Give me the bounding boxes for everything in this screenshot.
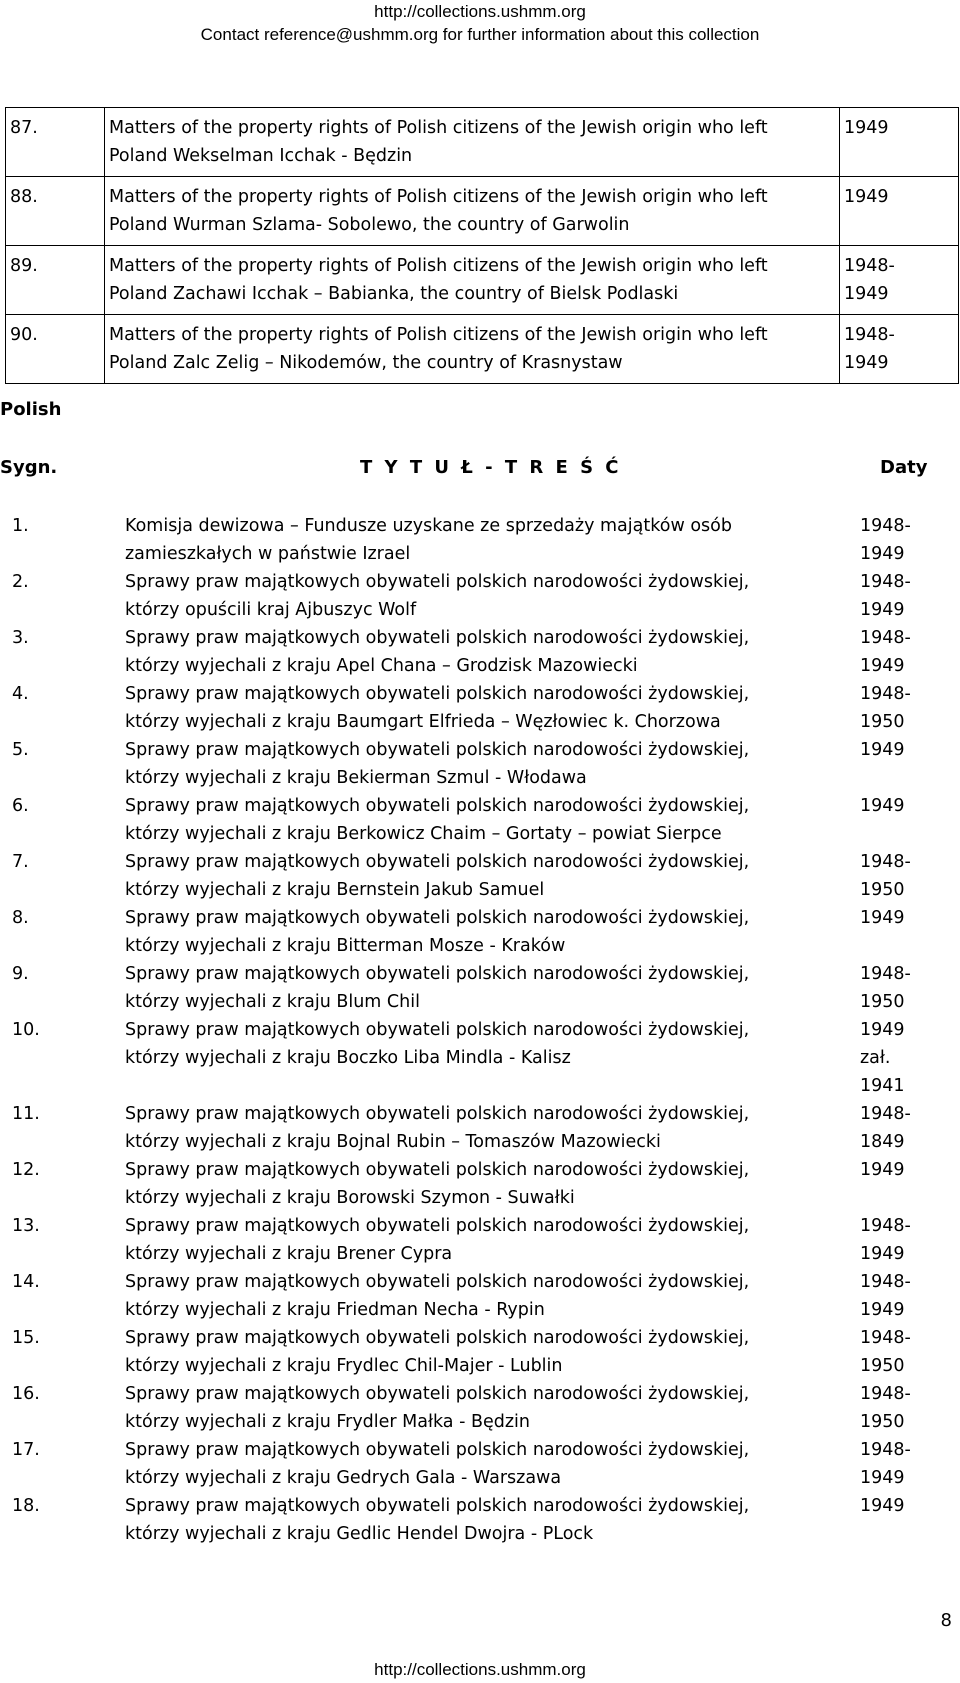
item-date: 1949 bbox=[860, 600, 905, 620]
header-contact: Contact reference@ushmm.org for further information about this collection bbox=[200, 25, 760, 44]
record-number: 88. bbox=[6, 177, 105, 246]
list-item bbox=[0, 1380, 960, 1436]
record-number: 87. bbox=[6, 108, 105, 177]
record-title-line: Poland Zalc Zelig – Nikodemów, the country of Krasnystaw bbox=[109, 353, 623, 373]
item-number: 2. bbox=[12, 572, 29, 592]
item-date: 1949 bbox=[860, 740, 905, 760]
item-date: 1949 bbox=[860, 1496, 905, 1516]
record-date-line: 1949 bbox=[844, 187, 889, 207]
language-label: Polish bbox=[0, 399, 62, 420]
item-number: 12. bbox=[12, 1160, 40, 1180]
item-text: którzy wyjechali z kraju Berkowicz Chaim – Gortaty – powiat Sierpce bbox=[125, 824, 722, 844]
item-number: 14. bbox=[12, 1272, 40, 1292]
polish-records-list bbox=[0, 512, 960, 1548]
item-date: 1949 bbox=[860, 1244, 905, 1264]
list-item bbox=[0, 1436, 960, 1492]
item-date: 1950 bbox=[860, 1356, 905, 1376]
record-date-line: 1948- bbox=[844, 325, 895, 345]
item-number: 7. bbox=[12, 852, 29, 872]
item-text: którzy wyjechali z kraju Blum Chil bbox=[125, 992, 420, 1012]
item-text: którzy wyjechali z kraju Boczko Liba Mindla - Kalisz bbox=[125, 1048, 571, 1068]
item-text: Sprawy praw majątkowych obywateli polskich narodowości żydowskiej, bbox=[125, 1328, 750, 1348]
item-date: 1950 bbox=[860, 992, 905, 1012]
list-item bbox=[0, 1100, 960, 1156]
record-date bbox=[840, 108, 959, 177]
record-date-line: 1949 bbox=[844, 118, 889, 138]
item-date: 1849 bbox=[860, 1132, 905, 1152]
item-date: 1948- bbox=[860, 1328, 911, 1348]
item-number: 5. bbox=[12, 740, 29, 760]
item-date: 1948- bbox=[860, 1216, 911, 1236]
column-header-sygn: Sygn. bbox=[0, 457, 58, 478]
record-number: 89. bbox=[6, 246, 105, 315]
record-title bbox=[105, 177, 840, 246]
list-item bbox=[0, 1492, 960, 1548]
item-date: 1949 bbox=[860, 656, 905, 676]
item-text: którzy wyjechali z kraju Bojnal Rubin – Tomaszów Mazowiecki bbox=[125, 1132, 661, 1152]
item-number: 18. bbox=[12, 1496, 40, 1516]
item-text: którzy wyjechali z kraju Brener Cypra bbox=[125, 1244, 453, 1264]
table-row bbox=[6, 177, 959, 246]
item-text: którzy wyjechali z kraju Frydler Małka - Będzin bbox=[125, 1412, 530, 1432]
item-date bbox=[860, 1520, 960, 1548]
item-number: 1. bbox=[12, 516, 29, 536]
record-title bbox=[105, 108, 840, 177]
list-item bbox=[0, 792, 960, 848]
english-records-table bbox=[5, 107, 959, 384]
item-number: 9. bbox=[12, 964, 29, 984]
item-number: 15. bbox=[12, 1328, 40, 1348]
item-text: Sprawy praw majątkowych obywateli polskich narodowości żydowskiej, bbox=[125, 684, 750, 704]
item-text: zamieszkałych w państwie Izrael bbox=[125, 544, 411, 564]
item-date: 1948- bbox=[860, 628, 911, 648]
record-number: 90. bbox=[6, 315, 105, 384]
item-text: którzy wyjechali z kraju Frydlec Chil-Majer - Lublin bbox=[125, 1356, 563, 1376]
item-number: 8. bbox=[12, 908, 29, 928]
record-title bbox=[105, 315, 840, 384]
column-header-daty: Daty bbox=[880, 457, 928, 478]
item-date: 1948- bbox=[860, 1440, 911, 1460]
item-date: 1948- bbox=[860, 852, 911, 872]
item-date: 1949 bbox=[860, 1300, 905, 1320]
item-number: 6. bbox=[12, 796, 29, 816]
item-text: Sprawy praw majątkowych obywateli polskich narodowości żydowskiej, bbox=[125, 1440, 750, 1460]
item-date: 1950 bbox=[860, 1412, 905, 1432]
list-item bbox=[0, 848, 960, 904]
record-date-line: 1949 bbox=[844, 284, 889, 304]
item-number: 16. bbox=[12, 1384, 40, 1404]
record-date-line: 1948- bbox=[844, 256, 895, 276]
item-text: Sprawy praw majątkowych obywateli polskich narodowości żydowskiej, bbox=[125, 628, 750, 648]
table-row bbox=[6, 315, 959, 384]
item-number: 11. bbox=[12, 1104, 40, 1124]
item-text: którzy wyjechali z kraju Friedman Necha - Rypin bbox=[125, 1300, 545, 1320]
record-date-line: 1949 bbox=[844, 353, 889, 373]
item-text: Sprawy praw majątkowych obywateli polskich narodowości żydowskiej, bbox=[125, 1020, 750, 1040]
table-row bbox=[6, 108, 959, 177]
item-date: 1949 bbox=[860, 1468, 905, 1488]
item-text: Sprawy praw majątkowych obywateli polskich narodowości żydowskiej, bbox=[125, 1104, 750, 1124]
item-number: 3. bbox=[12, 628, 29, 648]
item-date: 1949 bbox=[860, 796, 905, 816]
item-text: Komisja dewizowa – Fundusze uzyskane ze sprzedaży majątków osób bbox=[125, 516, 732, 536]
item-text: Sprawy praw majątkowych obywateli polskich narodowości żydowskiej, bbox=[125, 740, 750, 760]
item-date: 1948- bbox=[860, 1384, 911, 1404]
record-date bbox=[840, 177, 959, 246]
item-text: którzy wyjechali z kraju Borowski Szymon - Suwałki bbox=[125, 1188, 575, 1208]
record-title-line: Matters of the property rights of Polish citizens of the Jewish origin who left bbox=[109, 325, 768, 345]
item-date: 1949 bbox=[860, 1020, 905, 1040]
item-number: 4. bbox=[12, 684, 29, 704]
list-item bbox=[0, 1324, 960, 1380]
list-item bbox=[0, 960, 960, 1016]
item-text: Sprawy praw majątkowych obywateli polskich narodowości żydowskiej, bbox=[125, 908, 750, 928]
record-title-line: Poland Zachawi Icchak – Babianka, the country of Bielsk Podlaski bbox=[109, 284, 679, 304]
record-title-line: Matters of the property rights of Polish citizens of the Jewish origin who left bbox=[109, 187, 768, 207]
list-item bbox=[0, 904, 960, 960]
item-text: którzy wyjechali z kraju Bernstein Jakub Samuel bbox=[125, 880, 545, 900]
record-date bbox=[840, 246, 959, 315]
item-date: 1949 bbox=[860, 544, 905, 564]
item-text: Sprawy praw majątkowych obywateli polskich narodowości żydowskiej, bbox=[125, 1384, 750, 1404]
item-text: którzy opuścili kraj Ajbuszyc Wolf bbox=[125, 600, 417, 620]
item-text: Sprawy praw majątkowych obywateli polskich narodowości żydowskiej, bbox=[125, 964, 750, 984]
footer-url: http://collections.ushmm.org bbox=[374, 1660, 586, 1679]
list-item bbox=[0, 736, 960, 792]
item-text: Sprawy praw majątkowych obywateli polskich narodowości żydowskiej, bbox=[125, 796, 750, 816]
item-date: zał. bbox=[860, 1048, 891, 1068]
record-date bbox=[840, 315, 959, 384]
list-item bbox=[0, 568, 960, 624]
column-header-title: T Y T U Ł - T R E Ś Ć bbox=[360, 457, 622, 478]
item-text: Sprawy praw majątkowych obywateli polskich narodowości żydowskiej, bbox=[125, 572, 750, 592]
record-title bbox=[105, 246, 840, 315]
item-date bbox=[860, 820, 960, 848]
list-item bbox=[0, 1016, 960, 1100]
item-date: 1948- bbox=[860, 964, 911, 984]
record-title-line: Poland Wekselman Icchak - Będzin bbox=[109, 146, 413, 166]
item-date: 1948- bbox=[860, 1104, 911, 1124]
item-text: którzy wyjechali z kraju Bitterman Mosze - Kraków bbox=[125, 936, 566, 956]
page-number: 8 bbox=[940, 1610, 952, 1631]
item-date: 1948- bbox=[860, 572, 911, 592]
list-item bbox=[0, 680, 960, 736]
item-text: którzy wyjechali z kraju Gedrych Gala - Warszawa bbox=[125, 1468, 562, 1488]
item-date: 1948- bbox=[860, 1272, 911, 1292]
item-text: Sprawy praw majątkowych obywateli polskich narodowości żydowskiej, bbox=[125, 1160, 750, 1180]
item-date: 1949 bbox=[860, 908, 905, 928]
item-text: którzy wyjechali z kraju Bekierman Szmul - Włodawa bbox=[125, 768, 587, 788]
item-text: którzy wyjechali z kraju Apel Chana – Grodzisk Mazowiecki bbox=[125, 656, 638, 676]
table-row bbox=[6, 246, 959, 315]
record-title-line: Poland Wurman Szlama- Sobolewo, the country of Garwolin bbox=[109, 215, 630, 235]
item-date: 1941 bbox=[860, 1076, 905, 1096]
item-date: 1950 bbox=[860, 712, 905, 732]
item-text: Sprawy praw majątkowych obywateli polskich narodowości żydowskiej, bbox=[125, 1272, 750, 1292]
list-item bbox=[0, 1212, 960, 1268]
item-date: 1949 bbox=[860, 1160, 905, 1180]
record-title-line: Matters of the property rights of Polish citizens of the Jewish origin who left bbox=[109, 118, 768, 138]
item-date bbox=[860, 1184, 960, 1212]
list-item bbox=[0, 624, 960, 680]
list-item bbox=[0, 1156, 960, 1212]
item-number: 10. bbox=[12, 1020, 40, 1040]
item-number: 17. bbox=[12, 1440, 40, 1460]
item-date bbox=[860, 764, 960, 792]
item-text: którzy wyjechali z kraju Baumgart Elfrieda – Węzłowiec k. Chorzowa bbox=[125, 712, 721, 732]
item-number: 13. bbox=[12, 1216, 40, 1236]
list-item bbox=[0, 1268, 960, 1324]
item-text: Sprawy praw majątkowych obywateli polskich narodowości żydowskiej, bbox=[125, 852, 750, 872]
item-date: 1948- bbox=[860, 684, 911, 704]
item-text: którzy wyjechali z kraju Gedlic Hendel Dwojra - PLock bbox=[125, 1524, 594, 1544]
item-text: Sprawy praw majątkowych obywateli polskich narodowości żydowskiej, bbox=[125, 1216, 750, 1236]
item-date: 1948- bbox=[860, 516, 911, 536]
item-date bbox=[860, 932, 960, 960]
item-text: Sprawy praw majątkowych obywateli polskich narodowości żydowskiej, bbox=[125, 1496, 750, 1516]
header-url: http://collections.ushmm.org bbox=[374, 2, 586, 21]
record-title-line: Matters of the property rights of Polish citizens of the Jewish origin who left bbox=[109, 256, 768, 276]
list-item bbox=[0, 512, 960, 568]
item-date: 1950 bbox=[860, 880, 905, 900]
